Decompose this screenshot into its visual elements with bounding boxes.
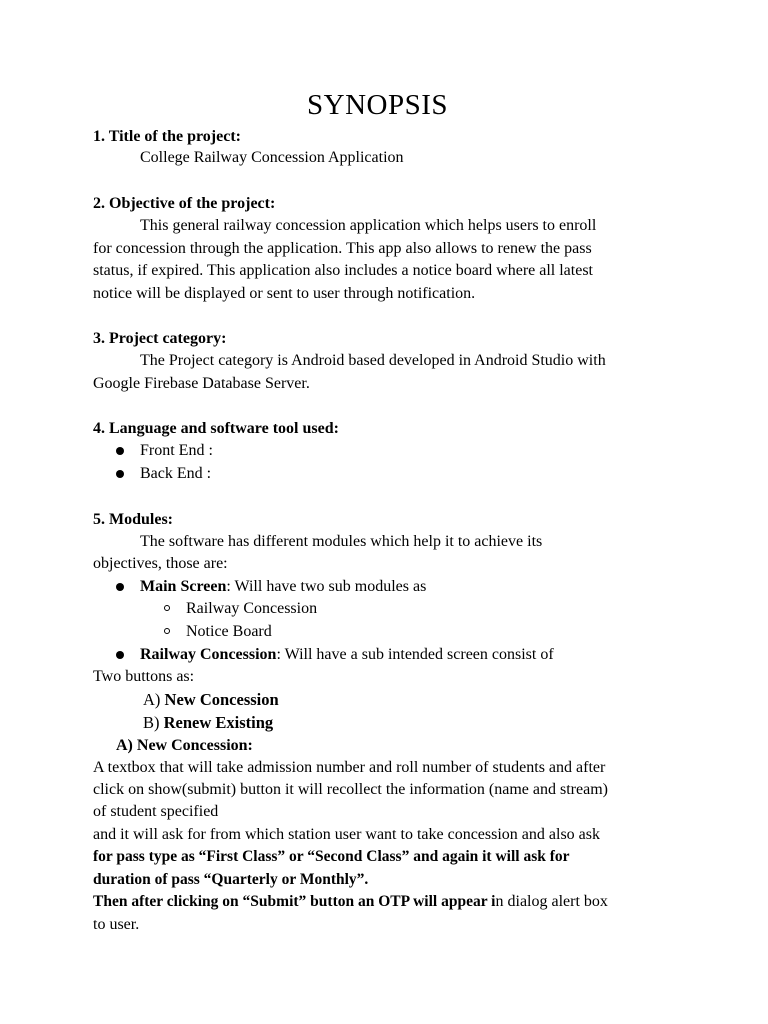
section-3-heading: 3. Project category: [93, 330, 227, 347]
bullet-icon [116, 651, 124, 659]
new-concession-line: A textbox that will take admission number and roll number of students and after [93, 759, 606, 776]
bullet-icon [116, 447, 124, 455]
option-b [143, 712, 273, 734]
section-5-intro-line: objectives, those are: [93, 555, 228, 572]
new-concession-duration-line: duration of pass “Quarterly or Monthly”. [93, 871, 369, 888]
section-1-text: College Railway Concession Application [140, 149, 404, 166]
module-railway-concession-label: Railway Concession [140, 646, 277, 663]
submodule-item: Railway Concession [186, 600, 318, 617]
section-3-line: Google Firebase Database Server. [93, 375, 310, 392]
section-2-heading: 2. Objective of the project: [93, 195, 276, 212]
circle-bullet-icon [164, 628, 170, 634]
module-railway-concession [140, 644, 554, 666]
section-3-line: The Project category is Android based developed in Android Studio with [140, 352, 606, 369]
module-main-screen [140, 576, 426, 598]
new-concession-line: of student specified [93, 803, 219, 820]
section-5-heading: 5. Modules: [93, 511, 173, 528]
section-2-line: for concession through the application. This app also allows to renew the pass [93, 240, 592, 257]
option-a [143, 689, 279, 711]
option-a-label: New Concession [164, 690, 279, 709]
new-concession-final-line: to user. [93, 916, 140, 933]
section-1-heading: 1. Title of the project: [93, 128, 241, 145]
option-b-prefix: B) [143, 713, 160, 732]
new-concession-otp-line [93, 891, 608, 913]
submodule-item: Notice Board [186, 623, 272, 640]
new-concession-heading: A) New Concession: [116, 737, 253, 754]
section-2-line: This general railway concession application which helps users to enroll [140, 217, 597, 234]
section-2-line: status, if expired. This application also includes a notice board where all latest [93, 262, 593, 279]
otp-line-bold: Then after clicking on “Submit” button an OTP will appear i [93, 893, 496, 910]
tool-item-front-end: Front End : [140, 442, 213, 459]
two-buttons-line: Two buttons as: [93, 668, 195, 685]
option-b-label: Renew Existing [163, 713, 274, 732]
option-a-prefix: A) [143, 690, 161, 709]
module-railway-concession-desc: : Will have a sub intended screen consist of [276, 646, 554, 663]
section-2-line: notice will be displayed or sent to user through notification. [93, 285, 476, 302]
circle-bullet-icon [164, 605, 170, 611]
tool-item-back-end: Back End : [140, 465, 212, 482]
section-5-intro-line: The software has different modules which help it to achieve its [140, 533, 543, 550]
module-main-screen-label: Main Screen [140, 578, 227, 595]
bullet-icon [116, 583, 124, 591]
new-concession-pass-type-line: for pass type as “First Class” or “Second Class” and again it will ask for [93, 848, 570, 865]
page-title: SYNOPSIS [307, 89, 448, 121]
new-concession-line: and it will ask for from which station user want to take concession and also ask [93, 826, 600, 843]
new-concession-line: click on show(submit) button it will recollect the information (name and stream) [93, 781, 608, 798]
section-4-heading: 4. Language and software tool used: [93, 420, 339, 437]
otp-line-rest: n dialog alert box [495, 893, 608, 910]
bullet-icon [116, 470, 124, 478]
module-main-screen-desc: : Will have two sub modules as [226, 578, 427, 595]
